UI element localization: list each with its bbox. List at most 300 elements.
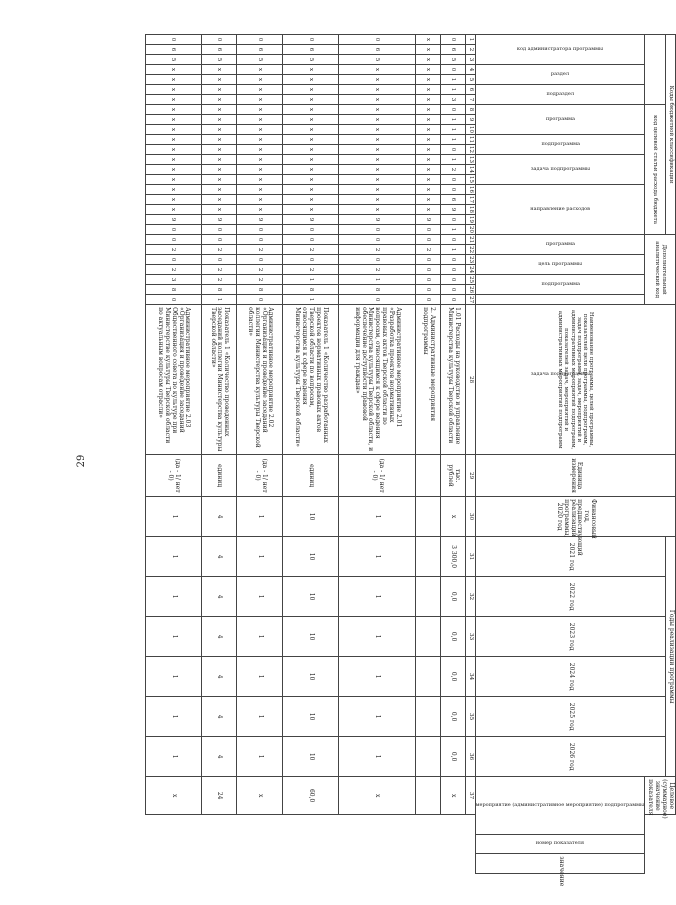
code-cell: х — [339, 135, 416, 145]
code-cell: 0 — [145, 255, 201, 265]
column-index: 16 — [466, 185, 476, 195]
row-year-value: 1 — [339, 737, 416, 777]
budget-codes-header: Коды бюджетной классификации — [666, 35, 676, 235]
code-cell: 8 — [201, 285, 236, 295]
column-index: 9 — [466, 115, 476, 125]
code-cell: х — [201, 65, 236, 75]
year-header-2023: 2023 год — [476, 617, 666, 657]
code-cell: 0 — [440, 255, 465, 265]
code-cell: х — [415, 125, 440, 135]
year-header-2026: 2026 год — [476, 737, 666, 777]
row-year-value: 4 — [201, 617, 236, 657]
row-year-value: 1 — [237, 577, 283, 617]
code-cell: 0 — [339, 235, 416, 245]
code-cell: х — [201, 205, 236, 215]
code-cell: 0 — [237, 295, 283, 305]
code-cell: х — [339, 195, 416, 205]
code-cell: 1 — [440, 115, 465, 125]
column-index: 1 — [466, 35, 476, 45]
code-cell: 0 — [440, 295, 465, 305]
column-index: 7 — [466, 95, 476, 105]
code-cell: х — [201, 165, 236, 175]
column-index: 14 — [466, 165, 476, 175]
code-cell: 0 — [201, 35, 236, 45]
code-cell: 1 — [440, 135, 465, 145]
row-unit: единиц — [283, 455, 339, 497]
code-cell: 0 — [145, 225, 201, 235]
year-header-2025: 2025 год — [476, 697, 666, 737]
row-year-value: 4 — [201, 657, 236, 697]
code-cell: х — [339, 125, 416, 135]
column-index: 27 — [466, 295, 476, 305]
column-index: 10 — [466, 125, 476, 135]
code-cell: х — [237, 95, 283, 105]
row-year-value: 1 — [339, 617, 416, 657]
code-cell: х — [237, 105, 283, 115]
code-label-text: задача подпрограммы — [530, 165, 590, 172]
code-cell: х — [145, 135, 201, 145]
row-year-value: 0,0 — [440, 617, 465, 657]
column-index: 31 — [466, 537, 476, 577]
code-cell: х — [415, 205, 440, 215]
code-cell: 0 — [237, 235, 283, 245]
code-cell: 0 — [440, 185, 465, 195]
code-label-text: раздел — [551, 70, 570, 77]
code-cell: х — [283, 205, 339, 215]
column-index: 34 — [466, 657, 476, 697]
row-year-value: 1 — [145, 737, 201, 777]
column-index: 21 — [466, 235, 476, 245]
code-cell: 2 — [201, 275, 236, 285]
code-cell: 1 — [201, 295, 236, 305]
budget-codes-sub-header: код целевой статьи расхода бюджета — [645, 105, 666, 235]
code-cell: 5 — [283, 55, 339, 65]
code-cell: 0 — [440, 35, 465, 45]
code-cell: х — [415, 155, 440, 165]
code-cell: х — [237, 135, 283, 145]
code-label-text: подпрограмма — [540, 280, 580, 287]
row-fin-year: 1 — [145, 497, 201, 537]
page-number: 29 — [76, 454, 87, 468]
code-label-text: мероприятие (административное мероприятие) подпрограммы — [476, 801, 645, 808]
code-cell: х — [415, 95, 440, 105]
row-unit: (да - 1/ нет - 0) — [339, 455, 416, 497]
column-index: 23 — [466, 255, 476, 265]
code-cell: х — [145, 125, 201, 135]
code-cell: х — [415, 145, 440, 155]
column-index: 3 — [466, 55, 476, 65]
code-cell: х — [145, 85, 201, 95]
row-year-value: 0,0 — [440, 577, 465, 617]
code-label-0 — [476, 35, 645, 65]
row-year-value: 1 — [237, 537, 283, 577]
code-cell: х — [415, 45, 440, 55]
code-cell: 0 — [283, 35, 339, 45]
code-cell: х — [237, 185, 283, 195]
table-row — [145, 35, 201, 874]
code-cell: 1 — [440, 75, 465, 85]
code-cell: х — [283, 135, 339, 145]
code-cell: 0 — [415, 235, 440, 245]
code-cell: 1 — [283, 275, 339, 285]
code-cell: х — [237, 165, 283, 175]
code-cell: х — [415, 175, 440, 185]
code-cell: х — [201, 175, 236, 185]
code-label-text: задача подпрограммы — [530, 370, 590, 377]
code-cell: 5 — [201, 55, 236, 65]
code-cell: х — [145, 165, 201, 175]
code-cell: 3 — [440, 95, 465, 105]
code-label-9 — [476, 275, 645, 295]
program-table — [145, 34, 676, 887]
target-column-header: Целевое (суммарное) значение показателя — [645, 777, 676, 815]
code-cell: х — [237, 115, 283, 125]
code-cell: 0 — [145, 35, 201, 45]
code-label-text: номер показателя — [536, 840, 585, 847]
code-cell: х — [415, 75, 440, 85]
code-cell: х — [415, 105, 440, 115]
code-cell: х — [283, 195, 339, 205]
value-header: значение — [476, 854, 645, 874]
row-year-value: 4 — [201, 737, 236, 777]
code-cell: х — [145, 75, 201, 85]
row-year-value — [415, 577, 440, 617]
code-cell: 2 — [415, 245, 440, 255]
row-year-value: 10 — [283, 537, 339, 577]
code-cell: 0 — [440, 175, 465, 185]
code-cell: 9 — [201, 215, 236, 225]
year-header-2021: 2021 год — [476, 537, 666, 577]
row-year-value: 1 — [237, 657, 283, 697]
code-cell: 0 — [339, 295, 416, 305]
code-cell: х — [339, 75, 416, 85]
code-cell: х — [145, 115, 201, 125]
row-target: х — [440, 777, 465, 815]
row-unit — [415, 455, 440, 497]
spacer-header — [645, 35, 666, 105]
code-label-text: направление расходов — [530, 205, 591, 212]
code-cell: х — [339, 145, 416, 155]
code-cell: 6 — [201, 45, 236, 55]
code-cell: х — [415, 185, 440, 195]
code-cell: х — [339, 95, 416, 105]
row-year-value: 10 — [283, 737, 339, 777]
row-year-value: 0,0 — [440, 697, 465, 737]
row-fin-year — [415, 497, 440, 537]
code-cell: х — [339, 105, 416, 115]
code-cell: х — [145, 95, 201, 105]
column-index: 2 — [466, 45, 476, 55]
column-index: 17 — [466, 195, 476, 205]
code-cell: 9 — [237, 215, 283, 225]
code-cell: 9 — [283, 215, 339, 225]
code-cell: х — [415, 195, 440, 205]
row-target — [415, 777, 440, 815]
column-index: 22 — [466, 245, 476, 255]
code-cell: х — [201, 195, 236, 205]
code-cell: 8 — [339, 285, 416, 295]
row-target: х — [145, 777, 201, 815]
row-year-value — [415, 617, 440, 657]
column-index: 37 — [466, 777, 476, 815]
code-cell: 0 — [440, 285, 465, 295]
code-cell: 6 — [440, 195, 465, 205]
code-cell: х — [283, 115, 339, 125]
code-cell: х — [283, 155, 339, 165]
code-cell: х — [201, 85, 236, 95]
column-index: 26 — [466, 285, 476, 295]
row-name: Административное мероприятие 2.01 «Разработка проектов нормативных правовых актов Тверской области по вопросам, относящимся к сфере ведения Министерства культуры Тверской области, и обеспечение доступности правовой информации для граждан» — [339, 305, 416, 455]
code-cell: х — [283, 105, 339, 115]
row-year-value: 1 — [237, 617, 283, 657]
code-label-5 — [476, 155, 645, 185]
code-cell: 3 — [145, 275, 201, 285]
code-cell: 2 — [201, 245, 236, 255]
code-cell: х — [237, 205, 283, 215]
code-cell: 6 — [440, 45, 465, 55]
row-year-value — [415, 657, 440, 697]
code-cell: 0 — [440, 65, 465, 75]
code-cell: 0 — [415, 285, 440, 295]
code-cell: 0 — [440, 235, 465, 245]
code-cell: 1 — [440, 85, 465, 95]
code-cell: 6 — [145, 45, 201, 55]
code-cell: 0 — [440, 275, 465, 285]
code-cell: 1 — [440, 225, 465, 235]
code-cell: х — [237, 75, 283, 85]
code-cell: 5 — [339, 55, 416, 65]
row-year-value: 10 — [283, 657, 339, 697]
code-cell: 0 — [201, 255, 236, 265]
column-index: 32 — [466, 577, 476, 617]
code-cell: 0 — [145, 235, 201, 245]
row-year-value: 1 — [145, 617, 201, 657]
code-cell: х — [339, 155, 416, 165]
row-fin-year: 4 — [201, 497, 236, 537]
code-cell: х — [415, 35, 440, 45]
code-cell: 0 — [415, 265, 440, 275]
row-year-value: 0,0 — [440, 657, 465, 697]
row-unit: (да - 1/ нет - 0) — [145, 455, 201, 497]
code-label-1 — [476, 65, 645, 85]
row-year-value: 1 — [145, 577, 201, 617]
code-label-8 — [476, 255, 645, 275]
row-target: 60,0 — [283, 777, 339, 815]
code-cell: х — [339, 175, 416, 185]
code-cell: х — [201, 105, 236, 115]
column-index: 35 — [466, 697, 476, 737]
table-row — [415, 35, 440, 874]
row-year-value: 1 — [145, 697, 201, 737]
row-target: 24 — [201, 777, 236, 815]
row-year-value: 1 — [237, 697, 283, 737]
column-index: 28 — [466, 305, 476, 455]
column-index: 33 — [466, 617, 476, 657]
code-cell: 0 — [283, 225, 339, 235]
code-cell: х — [145, 205, 201, 215]
code-label-text: программа — [545, 240, 575, 247]
column-index: 11 — [466, 135, 476, 145]
code-cell: х — [283, 145, 339, 155]
table-row — [283, 35, 339, 874]
table-row — [201, 35, 236, 874]
row-fin-year: 10 — [283, 497, 339, 537]
code-cell: 2 — [237, 275, 283, 285]
code-cell: 9 — [145, 215, 201, 225]
code-cell: 0 — [440, 105, 465, 115]
row-name: Показатель 1 «Количество разработанных проектов нормативных правовых актов Тверской области по вопросам, относящимся к сфере ведения Министерства культуры Тверской области» — [283, 305, 339, 455]
code-cell: х — [237, 85, 283, 95]
column-index: 6 — [466, 85, 476, 95]
code-cell: х — [201, 185, 236, 195]
code-cell: 2 — [440, 165, 465, 175]
code-label-text: программа — [545, 115, 575, 122]
unit-column-header: Единица измерения — [476, 455, 676, 497]
code-cell: х — [237, 175, 283, 185]
code-cell: 2 — [145, 245, 201, 255]
row-year-value: 1 — [339, 577, 416, 617]
column-index: 15 — [466, 175, 476, 185]
code-cell: 2 — [339, 265, 416, 275]
row-year-value: 10 — [283, 617, 339, 657]
code-cell: х — [237, 125, 283, 135]
row-year-value: 10 — [283, 577, 339, 617]
code-cell: 8 — [145, 285, 201, 295]
row-year-value — [415, 737, 440, 777]
row-year-value: 1 — [145, 657, 201, 697]
extra-codes-header: Дополнительный аналитический код — [645, 235, 676, 305]
code-cell: 2 — [339, 245, 416, 255]
code-label-12 — [476, 834, 645, 854]
code-cell: 0 — [339, 35, 416, 45]
code-cell: х — [283, 65, 339, 75]
code-cell: х — [415, 55, 440, 65]
code-cell: 1 — [339, 275, 416, 285]
column-index: 30 — [466, 497, 476, 537]
code-cell: х — [237, 155, 283, 165]
code-cell: 0 — [237, 225, 283, 235]
code-label-6 — [476, 185, 645, 235]
column-index: 12 — [466, 145, 476, 155]
column-index: 25 — [466, 275, 476, 285]
code-cell: 0 — [415, 295, 440, 305]
code-cell: 6 — [283, 45, 339, 55]
row-year-value: 1 — [339, 537, 416, 577]
column-index: 19 — [466, 215, 476, 225]
code-cell: 2 — [237, 245, 283, 255]
column-index: 29 — [466, 455, 476, 497]
code-cell: 8 — [283, 285, 339, 295]
code-cell: х — [339, 115, 416, 125]
code-label-text: подпрограмма — [540, 140, 580, 147]
code-cell: х — [283, 125, 339, 135]
column-index: 20 — [466, 225, 476, 235]
table-row — [440, 35, 465, 874]
code-cell: х — [201, 135, 236, 145]
code-cell: х — [339, 165, 416, 175]
code-cell: х — [201, 95, 236, 105]
code-cell: 0 — [237, 35, 283, 45]
code-cell: х — [415, 115, 440, 125]
code-cell: х — [339, 65, 416, 75]
code-cell: х — [145, 175, 201, 185]
code-label-7 — [476, 235, 645, 255]
code-cell: х — [145, 105, 201, 115]
row-year-value: 1 — [339, 657, 416, 697]
code-cell: х — [145, 65, 201, 75]
years-header: Годы реализации программы — [666, 537, 676, 777]
code-cell: х — [201, 75, 236, 85]
code-cell: 0 — [283, 235, 339, 245]
code-cell: 0 — [201, 225, 236, 235]
code-cell: 0 — [237, 255, 283, 265]
row-name: Административное мероприятие 2.02 «Организация и проведение заседаний коллегии Министерства культуры Тверской области» — [237, 305, 283, 455]
code-cell: х — [339, 85, 416, 95]
row-year-value — [415, 697, 440, 737]
code-cell: 9 — [339, 215, 416, 225]
code-cell: 5 — [145, 55, 201, 65]
code-cell: х — [201, 125, 236, 135]
rotated-page — [156, 34, 676, 887]
code-cell: 8 — [237, 285, 283, 295]
year-header-2022: 2022 год — [476, 577, 666, 617]
row-year-value: 3 300,0 — [440, 537, 465, 577]
row-year-value: 10 — [283, 697, 339, 737]
code-cell: х — [237, 65, 283, 75]
code-cell: х — [283, 165, 339, 175]
row-year-value: 4 — [201, 697, 236, 737]
code-cell: х — [415, 165, 440, 175]
code-cell: х — [145, 145, 201, 155]
code-cell: 0 — [440, 265, 465, 275]
code-cell: 0 — [339, 255, 416, 265]
code-cell: х — [415, 85, 440, 95]
row-unit: единиц — [201, 455, 236, 497]
code-cell: 5 — [440, 55, 465, 65]
row-year-value: 4 — [201, 577, 236, 617]
code-cell: 0 — [415, 275, 440, 285]
code-label-text: подраздел — [546, 90, 575, 97]
code-label-2 — [476, 85, 645, 105]
row-year-value: 1 — [339, 697, 416, 737]
column-index: 24 — [466, 265, 476, 275]
fin-year-column-header: Финансовый год, предшествующий реализации программы, 2020 год — [476, 497, 676, 537]
code-cell: х — [283, 85, 339, 95]
code-label-text: код администратора программы — [517, 45, 604, 52]
row-fin-year: 1 — [339, 497, 416, 537]
code-cell: х — [283, 95, 339, 105]
code-cell: 6 — [237, 45, 283, 55]
year-header-2024: 2024 год — [476, 657, 666, 697]
code-cell: х — [283, 75, 339, 85]
code-cell: 2 — [145, 265, 201, 275]
row-year-value: 1 — [237, 737, 283, 777]
column-index: 13 — [466, 155, 476, 165]
code-cell: х — [201, 115, 236, 125]
code-cell: х — [283, 175, 339, 185]
row-name: 1.01 Расходы на руководство и управление Министерства культуры Тверской области — [440, 305, 465, 455]
row-fin-year: 1 — [237, 497, 283, 537]
row-fin-year: х — [440, 497, 465, 537]
table-row — [237, 35, 283, 874]
code-cell: х — [283, 185, 339, 195]
code-cell: 0 — [145, 295, 201, 305]
code-cell: х — [237, 145, 283, 155]
row-year-value: 1 — [145, 537, 201, 577]
code-cell: 2 — [237, 265, 283, 275]
row-unit: тыс. рублей — [440, 455, 465, 497]
code-cell: 0 — [415, 225, 440, 235]
